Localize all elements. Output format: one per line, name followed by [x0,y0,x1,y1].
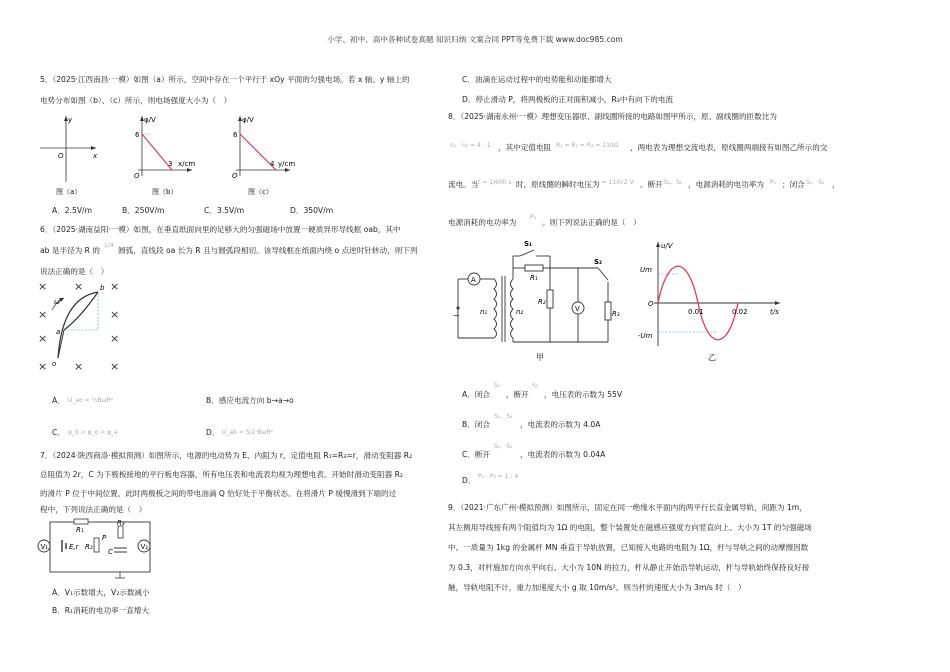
q8-wave-um: Um [640,266,652,274]
svg-text:×: × [110,280,120,293]
q8-fig-n2: n₂ [516,308,524,316]
q8-fig-s1: S₁ [524,240,533,248]
q6-fraction-quarter: 1/4 [104,242,114,249]
q8-fig-s2: S₂ [594,258,603,266]
q5-figures [38,112,296,202]
q5-stem-line2: 电势分布如图（b）、（c）所示，则电场强度大小为（ ） [40,96,232,105]
q8-option-b-switches: S₁、S₂ [494,413,513,420]
q8-stem-line1: 8．（2025·湖南永州·一模）理想变压器原、副线圈所接的电路如图甲所示，原、副线圈的匝数比为 [448,112,777,121]
q6-stem-line2a: ab 是半径为 R 的 [40,246,100,255]
q8-wave-xlabel: t/s [770,308,779,316]
q5-fig-b [134,116,195,196]
q7-fig-r1: R₁ [76,526,84,534]
q8-option-a-label: A．闭合 [462,390,490,399]
q7-fig-c: C [108,548,113,556]
q7-fig-p: P [102,534,107,542]
q8-option-d-formula: P₁ : P₂ = 1 : 4 [478,473,519,480]
q5b-caption: 图（b） [152,188,178,196]
svg-text:×: × [110,332,120,345]
q5c-xtick: 4 [270,160,275,168]
q5b-ytick: 6 [135,131,140,139]
q5a-x: x [93,152,98,160]
q8-time: t = 1/600 s [478,179,512,186]
q6-stem-line2b: 圆弧，直线段 oa 长为 R 且与圆弧段相切。该导线框在纸面内绕 o 点逆时针转动，则下列 [118,246,418,255]
q8-ratio: n₁ : n₂ = 4 : 1 [450,142,491,149]
q8-option-c-end: ，电流表的示数为 0.04A [520,450,606,459]
q8-wave-origin: O [648,300,654,308]
q8-stem-line3f: ， [832,180,840,189]
q8-option-a-s2: S₂ [532,382,539,389]
q8-stem-line3e: ；闭合 [782,180,805,189]
svg-text:×: × [38,308,48,321]
q8-switches-closed: S₁、S₂ [806,179,825,186]
q8-option-b-end: ，电流表的示数为 4.0A [520,420,601,429]
q9-stem-line5: 触，导轨电阻不计，重力加速度大小 g 取 10m/s²。则当杆的速度大小为 3m/s 时（ ） [448,583,746,592]
q8-p2: P₂ [530,214,537,221]
q8-voltage: u = 110√2 V [596,179,634,186]
q5c-ylabel: φ/V [242,116,254,124]
svg-text:×: × [74,360,84,373]
q7-fig-er: E,r [69,543,79,551]
q5-option-a: A．2.5V/m [52,206,93,215]
svg-text:×: × [38,360,48,373]
q7-fig-v2: V₂ [140,543,149,551]
q8-option-a-s1: S₁ [494,382,501,389]
q8-wave-t2: 0.02 [732,308,748,316]
q6-option-a-formula: U_ao = ½BωR² [68,397,114,404]
q5c-ytick: 6 [233,131,238,139]
q7-stem-line4: 程中，下列说法正确的是（ ） [40,505,147,514]
q8-fig-n1: n₁ [480,308,488,316]
q6-option-a-label: A． [52,396,65,405]
q8-fig-r1: R₁ [530,274,538,282]
q5b-ylabel: φ/V [144,116,156,124]
q7-option-d: D．停止滑动 P，将两极板的正对面积减小，R₃中有向下的电流 [462,95,674,104]
svg-text:×: × [110,360,120,373]
q8-stem-line3a: 流电。当 [448,180,479,189]
q8-stem-line4b: 。则下列说法正确的是（ ） [542,218,641,227]
q8-wave-ylabel: u/V [661,242,673,250]
q8-fig-source: ~ [453,311,460,320]
q7-stem-line2: 总阻值为 2r，C 为下极板接地的平行板电容器，所有电压表和电流表均视为理想电表。开始时滑动变阻器 R₂ [40,470,403,479]
q8-wave-caption: 乙 [708,353,716,362]
q9-stem-line1: 9．（2021·广东广州·模拟预测）如图所示，固定在同一绝缘水平面内的两平行长直金属导轨，间距为 1m， [448,503,807,512]
q5c-xlabel: y/cm [278,160,296,168]
q5-option-b: B．250V/m [122,206,165,215]
q6-magnetic-figure [36,278,136,378]
q7-stem-line1: 7．（2024·陕西商洛·模拟预测）如图所示，电源的电动势为 E、内阻为 r，定值电阻 R₁=R₃=r，滑动变阻器 R₂ [40,451,413,460]
q8-fig-r3: R₃ [612,310,620,318]
q8-option-a-mid: ，断开 [506,390,529,399]
q6-fig-o: o [52,360,57,368]
q5-option-c: C．3.5V/m [204,206,245,215]
q7-fig-r2: R₂ [85,543,93,551]
q8-circuit-figure [450,238,630,366]
q5b-xlabel: x/cm [178,160,196,168]
q8-circuit-caption: 甲 [536,353,544,362]
svg-text:×: × [38,280,48,293]
q7-fig-r3: R₃ [117,519,125,527]
q5-option-d: D．350V/m [290,206,334,215]
q7-option-b: B．R₁消耗的电功率一直增大 [52,606,150,615]
q6-option-b: B．感应电流方向 b→a→o [206,396,294,405]
q8-stem-line2-mid: ，其中定值电阻 [498,143,552,152]
q8-option-c-label: C．断开 [462,450,491,459]
q8-wave-t1: 0.01 [688,308,704,316]
q7-fig-v1: V₁ [40,543,49,551]
q7-option-c: C．油滴在运动过程中的电势能和动能都增大 [462,75,612,84]
q5-stem-line1: 5．（2025·江西南昌·一模）如图（a）所示，空间中存在一个平行于 xOy 平面的匀强电场。若 x 轴、y 轴上的 [40,75,410,84]
q8-option-b-label: B．闭合 [462,420,490,429]
svg-text:×: × [38,332,48,345]
q8-option-a-end: ，电压表的示数为 55V [544,390,623,399]
q8-switches-open: S₁、S₂ [664,179,683,186]
q5c-o: O [232,172,238,180]
q8-resistance: R₁ = R₂ = R₃ = 110Ω [556,142,619,149]
page-header: 小学、初中、高中各种试卷真题 知识归纳 文案合同 PPT等免费下载 www.doc985.com [327,35,623,44]
q8-wave-figure [640,236,790,366]
q8-stem-line3b: 时，原线圈的瞬时电压为 [516,180,600,189]
q7-stem-line3: 的滑片 P 位于中间位置，此时两极板之间的带电油滴 Q 恰好处于平衡状态。在将滑片 P 缓慢滑到下端的过 [40,489,397,498]
q8-fig-ammeter: A [471,276,476,284]
q5a-caption: 图（a） [56,188,82,196]
q8-stem-line3d: ，电源消耗的电功率为 [688,180,764,189]
q6-fig-a: a [56,328,61,336]
q7-option-a: A．V₁示数增大，V₂示数减小 [52,588,150,597]
q5b-xtick: 3 [168,160,173,168]
q8-fig-r2: R₂ [538,298,546,306]
q6-fig-b: b [100,284,105,292]
q8-stem-line3c: 。断开 [640,180,663,189]
svg-text:×: × [74,280,84,293]
q8-wave-neg-um: -Um [638,332,653,340]
q8-stem-line4a: 电源消耗的电功率为 [448,218,517,227]
q7-circuit-figure [36,516,166,582]
q5-fig-c [232,116,295,196]
q8-stem-line2-end: ，两电表为理想交流电表，原线圈两端接有如图乙所示的交 [630,143,828,152]
q5a-o: O [58,152,64,160]
q9-stem-line4: 为 0.3，对杆施加方向水平向右、大小为 10N 的拉力，杆从静止开始沿导轨运动，杆与导轨始终保持良好接 [448,563,810,572]
q5b-o: O [134,172,140,180]
q5a-y: y [68,116,73,124]
q8-p1: P₁ [770,179,777,186]
q5c-caption: 图（c） [248,188,273,196]
q8-fig-voltmeter: V [575,305,580,313]
q6-option-d-label: D． [206,428,220,437]
q6-fig-omega: ω [54,298,60,306]
q9-stem-line3: 中。一质量为 1kg 的金属杆 MN 垂直于导轨放置，已知接入电路的电阻为 1Ω，杆与导轨之间的动摩擦因数 [448,543,809,552]
q6-option-d-formula: U_ab = 5/2·BωR² [222,429,273,436]
q6-stem-line3: 说法正确的是（ ） [40,267,109,276]
svg-text:×: × [110,308,120,321]
q8-option-c-switches: S₁、S₂ [494,443,513,450]
q6-stem-line1: 6．（2025·湖南益阳·一模）如图，在垂直纸面向里的足够大的匀强磁场中放置一硬质异形导线框 oab，其中 [40,225,401,234]
q8-option-d-label: D． [462,476,476,485]
q6-option-c-label: C． [52,428,65,437]
q5-fig-a [40,116,98,196]
q9-stem-line2: 其左侧用导线接有两个阻值均为 1Ω 的电阻，整个装置处在磁感应强度方向竖直向上、大小为 1T 的匀强磁场 [448,523,812,532]
q6-option-c-formula: φ_b > φ_o > φ_a [68,429,118,436]
